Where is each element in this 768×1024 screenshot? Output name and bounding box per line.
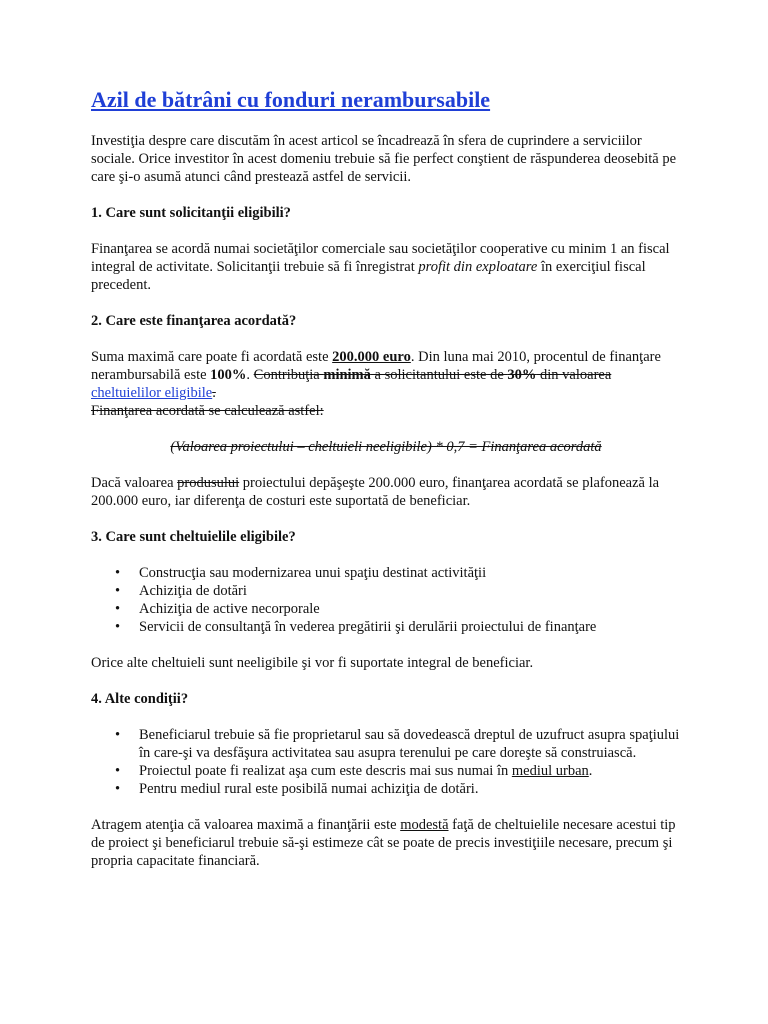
s2-percent: 100% bbox=[210, 367, 247, 383]
intro-paragraph: Investiţia despre care discutăm în acest articol se încadrează în sfera de cuprindere a serviciilor sociale. Orice investitor în acest domeniu trebuie să fie perfect conştient de răspunderea deosebită pe care şi-o asumă atunci când prestează astfel de servicii. bbox=[91, 133, 676, 185]
closing-paragraph bbox=[91, 816, 681, 870]
document-page bbox=[91, 86, 681, 870]
list-item: • Construcţia sau modernizarea unui spaţiu destinat activităţii bbox=[139, 564, 681, 582]
s2-p2-strike: produsului bbox=[177, 475, 240, 491]
eligible-costs-list bbox=[91, 564, 681, 636]
s2-text-a: Suma maximă care poate fi acordată este bbox=[91, 349, 333, 365]
s2-strike-c: din valoarea bbox=[536, 367, 612, 383]
list-item bbox=[139, 762, 681, 780]
s2-text-c: . bbox=[246, 367, 254, 383]
s2-amount: 200.000 euro bbox=[332, 349, 411, 365]
s4-item2-b: . bbox=[588, 763, 593, 779]
s2-strike-b: a solicitantului este de bbox=[370, 367, 508, 383]
section2-paragraph1 bbox=[91, 348, 681, 420]
financing-formula: (Valoarea proiectului – cheltuieli neeligibile) * 0,7 = Finanţarea acordată bbox=[170, 439, 602, 455]
s2-text-b: . Din luna mai 2010, procentul de finanţare nerambursabilă este bbox=[91, 349, 661, 383]
section1-italic: profit din exploatare bbox=[418, 259, 538, 275]
s2-strike-d: . bbox=[212, 385, 216, 401]
section1-text-a: Finanţarea se acordă numai societăţilor comerciale sau societăţilor cooperative cu minim 1 an fiscal integral de activitate. Solicitanţii trebuie să fi înregistrat bbox=[91, 241, 670, 275]
section4-heading: 4. Alte condiţii? bbox=[91, 691, 189, 707]
closing-a: Atragem atenţia că valoarea maximă a finanţării este bbox=[91, 817, 401, 833]
conditions-list bbox=[91, 726, 681, 798]
list-item: • Achiziţia de active necorporale bbox=[139, 600, 681, 618]
section2-paragraph2 bbox=[91, 474, 681, 510]
s2-p2-b: proiectului depăşeşte 200.000 euro, finanţarea acordată se plafonează la 200.000 euro, iar diferenţa de costuri este suportată de beneficiar. bbox=[91, 475, 660, 509]
eligible-costs-link[interactable]: cheltuielilor eligibile bbox=[91, 385, 213, 401]
list-item: • Pentru mediul rural este posibilă numai achiziţia de dotări. bbox=[139, 780, 681, 798]
section3-after: Orice alte cheltuieli sunt neeligibile şi vor fi suportate integral de beneficiar. bbox=[91, 655, 534, 671]
section1-heading: 1. Care sunt solicitanţii eligibili? bbox=[91, 205, 291, 221]
section1-text-b: în exerciţiul fiscal precedent. bbox=[91, 259, 646, 293]
list-item: • Achiziţia de dotări bbox=[139, 582, 681, 600]
section2-heading: 2. Care este finanţarea acordată? bbox=[91, 313, 297, 329]
list-item: • Servicii de consultanţă în vederea pregătirii şi derulării proiectului de finanţare bbox=[139, 618, 681, 636]
section1-paragraph bbox=[91, 240, 681, 294]
s2-strike-line2: Finanţarea acordată se calculează astfel: bbox=[91, 403, 324, 419]
page-title bbox=[91, 86, 681, 114]
section3-heading: 3. Care sunt cheltuielile eligibile? bbox=[91, 529, 296, 545]
s2-strike-30: 30% bbox=[507, 367, 537, 383]
closing-b: faţă de cheltuielile necesare acestui tip de proiect şi beneficiarul trebuie să-şi estimeze cât se poate de precis investiţiile necesare, precum şi propria capacitate financiară. bbox=[91, 817, 676, 869]
s4-item2-a: Proiectul poate fi realizat aşa cum este descris mai sus numai în bbox=[139, 763, 512, 779]
s2-strike-a: Contribuţia bbox=[253, 367, 324, 383]
closing-under: modestă bbox=[400, 817, 449, 833]
s2-strike-min: minimă bbox=[323, 367, 371, 383]
s4-item2-under: mediul urban bbox=[511, 763, 589, 779]
title-link[interactable]: Azil de bătrâni cu fonduri nerambursabile bbox=[91, 87, 491, 112]
s2-p2-a: Dacă valoarea bbox=[91, 475, 178, 491]
list-item: • Beneficiarul trebuie să fie proprietarul sau să dovedească dreptul de uzufruct asupra spaţiului în care-şi va desfăşura activitatea sau asupra terenului pe care doreşte să construiască. bbox=[139, 726, 681, 762]
